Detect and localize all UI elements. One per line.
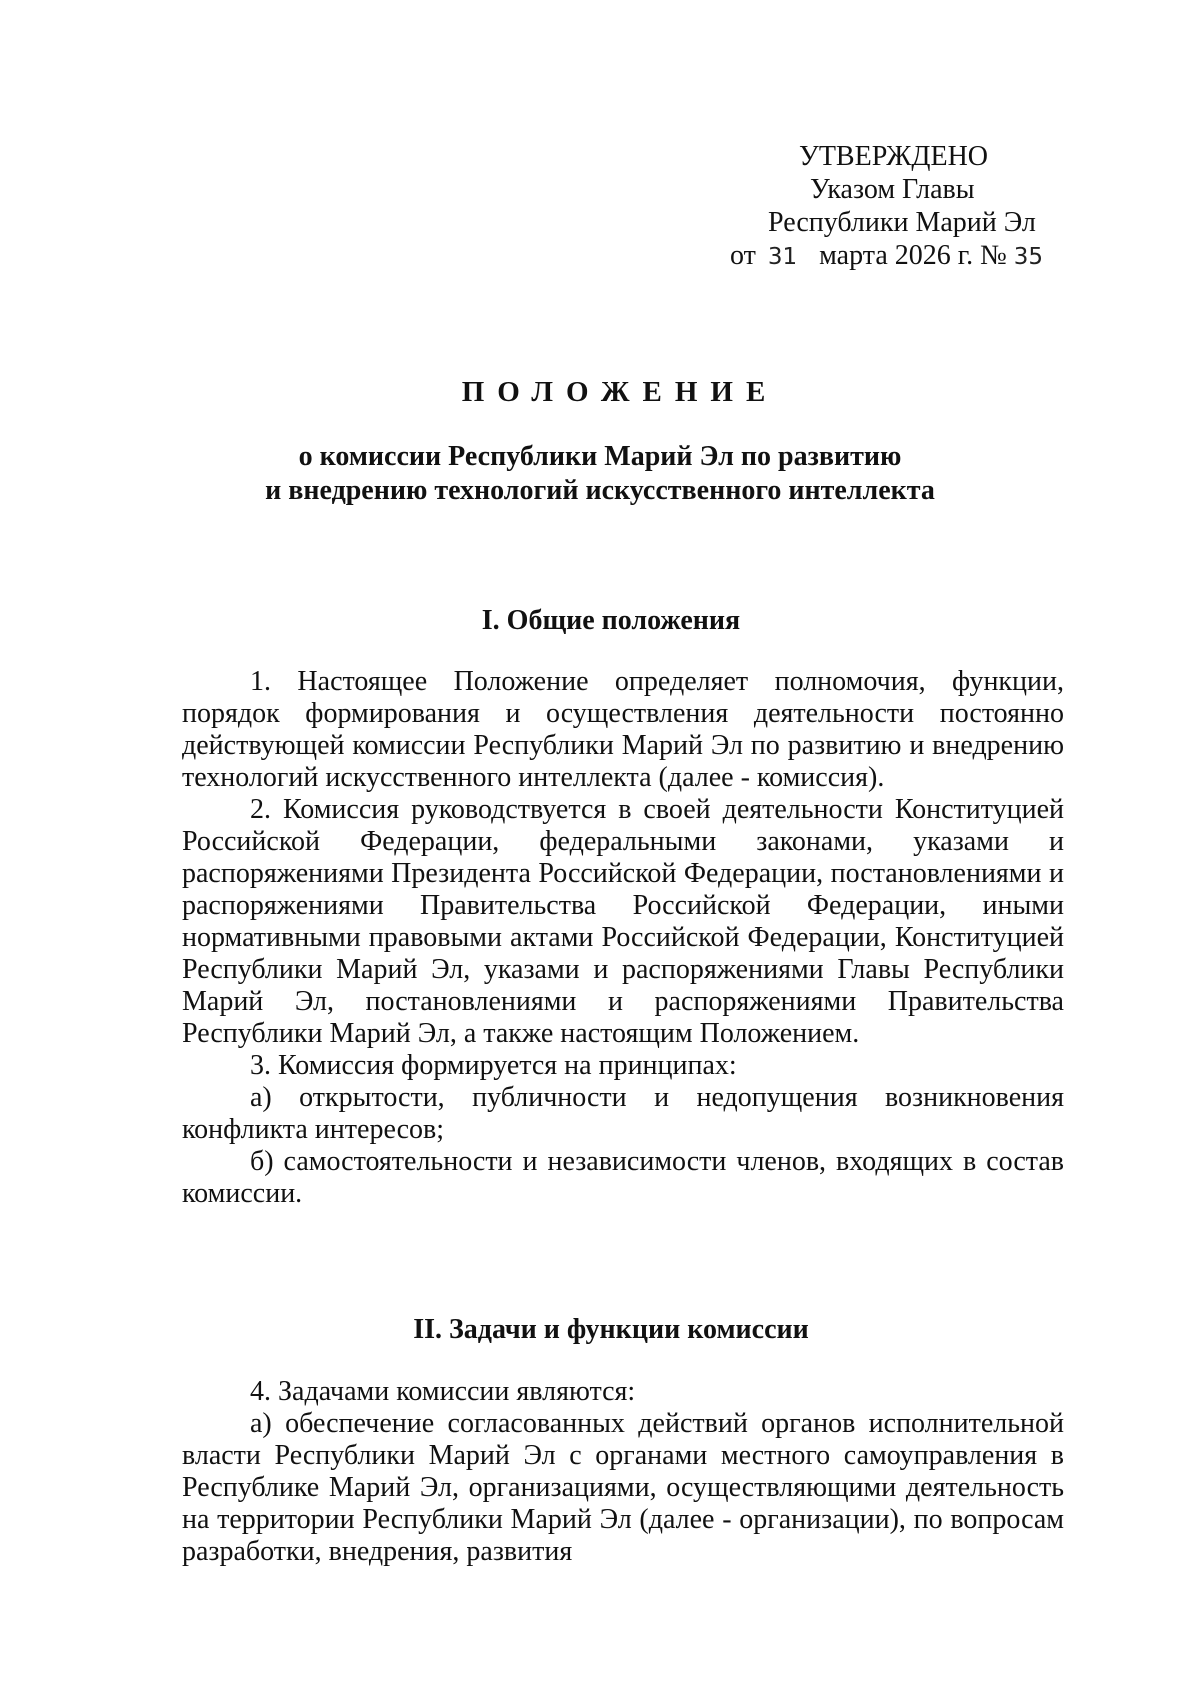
paragraph-4: 4. Задачами комиссии являются:	[250, 1376, 636, 1407]
approval-title: УТВЕРЖДЕНО	[799, 141, 989, 172]
document-subtitle	[0, 440, 1200, 508]
paragraph-3a: а) открытости, публичности и недопущения возникновения конфликта интересов;	[182, 1082, 1064, 1145]
approval-day: 31	[767, 244, 798, 270]
approval-month-year: марта 2026 г. №	[819, 240, 1007, 271]
document-title: ПОЛОЖЕНИЕ	[461, 376, 779, 408]
section-2-heading: II. Задачи и функции комиссии	[413, 1314, 809, 1345]
approval-decree: Указом Главы	[810, 174, 975, 205]
paragraph-2: 2. Комиссия руководствуется в своей деятельности Конституцией Российской Федерации, федеральными законами, указами и распоряжениями Президента Российской Федерации, постановлениями и распоряжениями Правительства Российской Федерации, иными нормативными правовыми актами Российской Федерации, Конституцией Республики Марий Эл, указами и распоряжениями Главы Республики Марий Эл, постановлениями и распоряжениями Правительства Республики Марий Эл, а также настоящим Положением.	[182, 794, 1064, 1049]
section-1-body	[182, 666, 1064, 1210]
subtitle-line-2: и внедрению технологий искусственного интеллекта	[265, 475, 935, 506]
paragraph-1: 1. Настоящее Положение определяет полномочия, функции, порядок формирования и осуществления деятельности постоянно действующей комиссии Республики Марий Эл по развитию и внедрению технологий искусственного интеллекта (далее - комиссия).	[182, 666, 1064, 793]
subtitle-line-1: о комиссии Республики Марий Эл по развитию	[298, 441, 902, 472]
approval-region: Республики Марий Эл	[768, 207, 1036, 238]
approval-stamp	[700, 140, 1080, 274]
paragraph-4a: а) обеспечение согласованных действий органов исполнительной власти Республики Марий Эл с органами местного самоуправления в Республике Марий Эл, организациями, осуществляющими деятельность на территории Республики Марий Эл (далее - организации), по вопросам разработки, внедрения, развития	[182, 1408, 1064, 1567]
paragraph-3b: б) самостоятельности и независимости членов, входящих в состав комиссии.	[182, 1146, 1064, 1209]
section-1-heading: I. Общие положения	[481, 605, 741, 636]
section-2-body	[182, 1376, 1064, 1568]
approval-number: 35	[1013, 244, 1044, 270]
paragraph-3: 3. Комиссия формируется на принципах:	[250, 1050, 737, 1081]
approval-date-line	[700, 239, 1080, 274]
approval-from: от	[730, 240, 756, 271]
